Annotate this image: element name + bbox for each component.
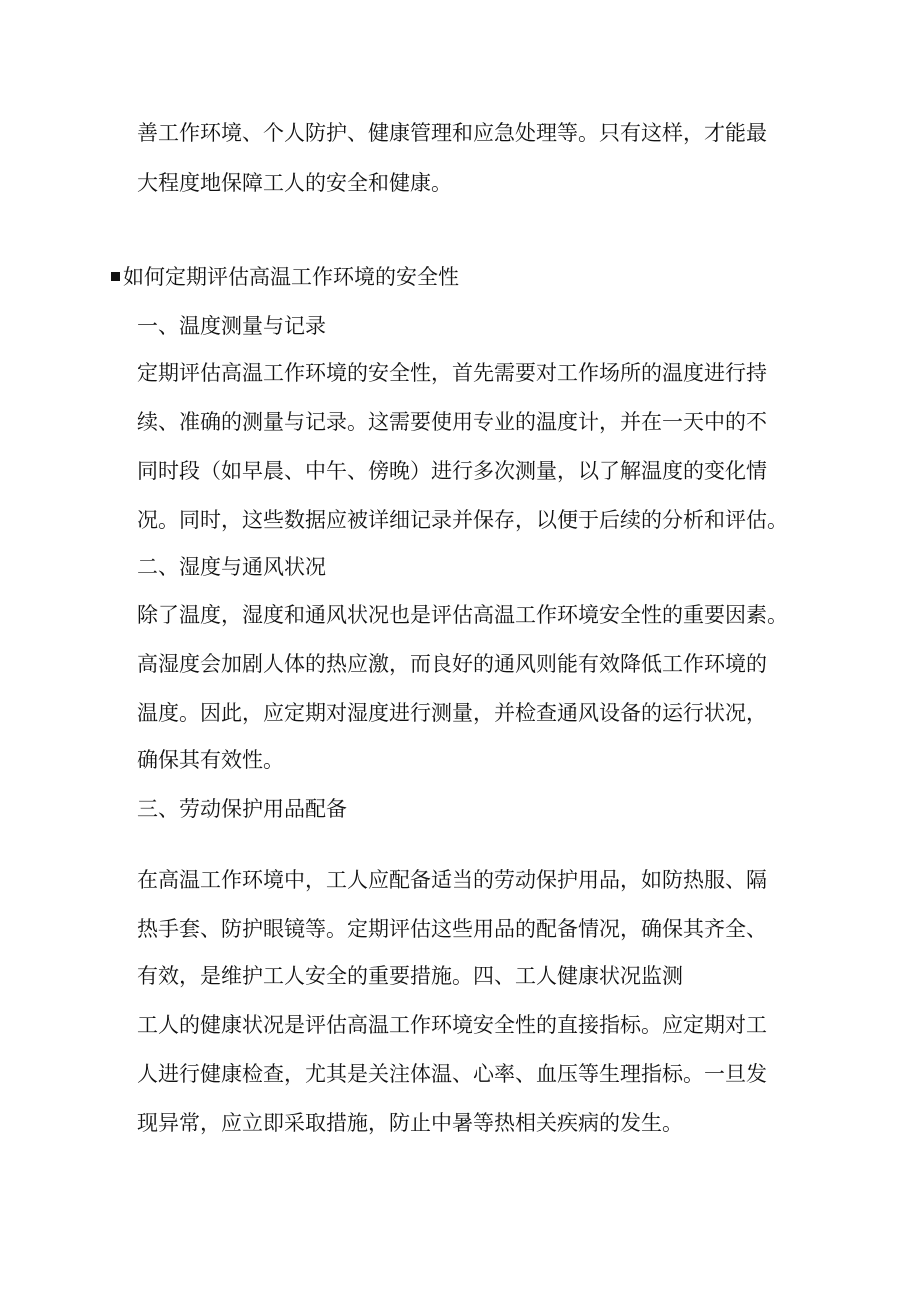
- text-line: 续、准确的测量与记录。这需要使用专业的温度计，并在一天中的不: [137, 410, 767, 434]
- subsection-heading: 二、湿度与通风状况: [137, 555, 326, 579]
- text-line: 现异常，应立即采取措施，防止中暑等热相关疾病的发生。: [137, 1111, 683, 1135]
- text-line: 确保其有效性。: [137, 748, 284, 772]
- text-line: 况。同时，这些数据应被详细记录并保存，以便于后续的分析和评估。: [137, 508, 788, 532]
- text-line: 在高温工作环境中，工人应配备适当的劳动保护用品，如防热服、隔: [137, 868, 767, 892]
- text-line: 同时段（如早晨、中午、傍晚）进行多次测量，以了解温度的变化情: [137, 459, 767, 483]
- subsection-heading: 三、劳动保护用品配备: [137, 797, 347, 821]
- subsection-heading: 一、温度测量与记录: [137, 314, 326, 338]
- text-line: 热手套、防护眼镜等。定期评估这些用品的配备情况，确保其齐全、: [137, 917, 767, 941]
- text-line: 人进行健康检查，尤其是关注体温、心率、血压等生理指标。一旦发: [137, 1062, 767, 1086]
- section-title-text: 如何定期评估高温工作环境的安全性: [123, 265, 459, 289]
- text-line: 除了温度，湿度和通风状况也是评估高温工作环境安全性的重要因素。: [137, 603, 788, 627]
- section-title: [111, 263, 459, 291]
- text-line: 高湿度会加剧人体的热应激，而良好的通风则能有效降低工作环境的: [137, 652, 767, 676]
- bullet-square-icon: [111, 272, 120, 281]
- text-line: 工人的健康状况是评估高温工作环境安全性的直接指标。应定期对工: [137, 1013, 767, 1037]
- text-line: 定期评估高温工作环境的安全性，首先需要对工作场所的温度进行持: [137, 361, 767, 385]
- text-line: 善工作环境、个人防护、健康管理和应急处理等。只有这样，才能最: [137, 121, 767, 145]
- text-line: 温度。因此，应定期对湿度进行测量，并检查通风设备的运行状况，: [137, 701, 767, 725]
- text-line: 大程度地保障工人的安全和健康。: [137, 171, 452, 195]
- text-line: 有效，是维护工人安全的重要措施。四、工人健康状况监测: [137, 964, 683, 988]
